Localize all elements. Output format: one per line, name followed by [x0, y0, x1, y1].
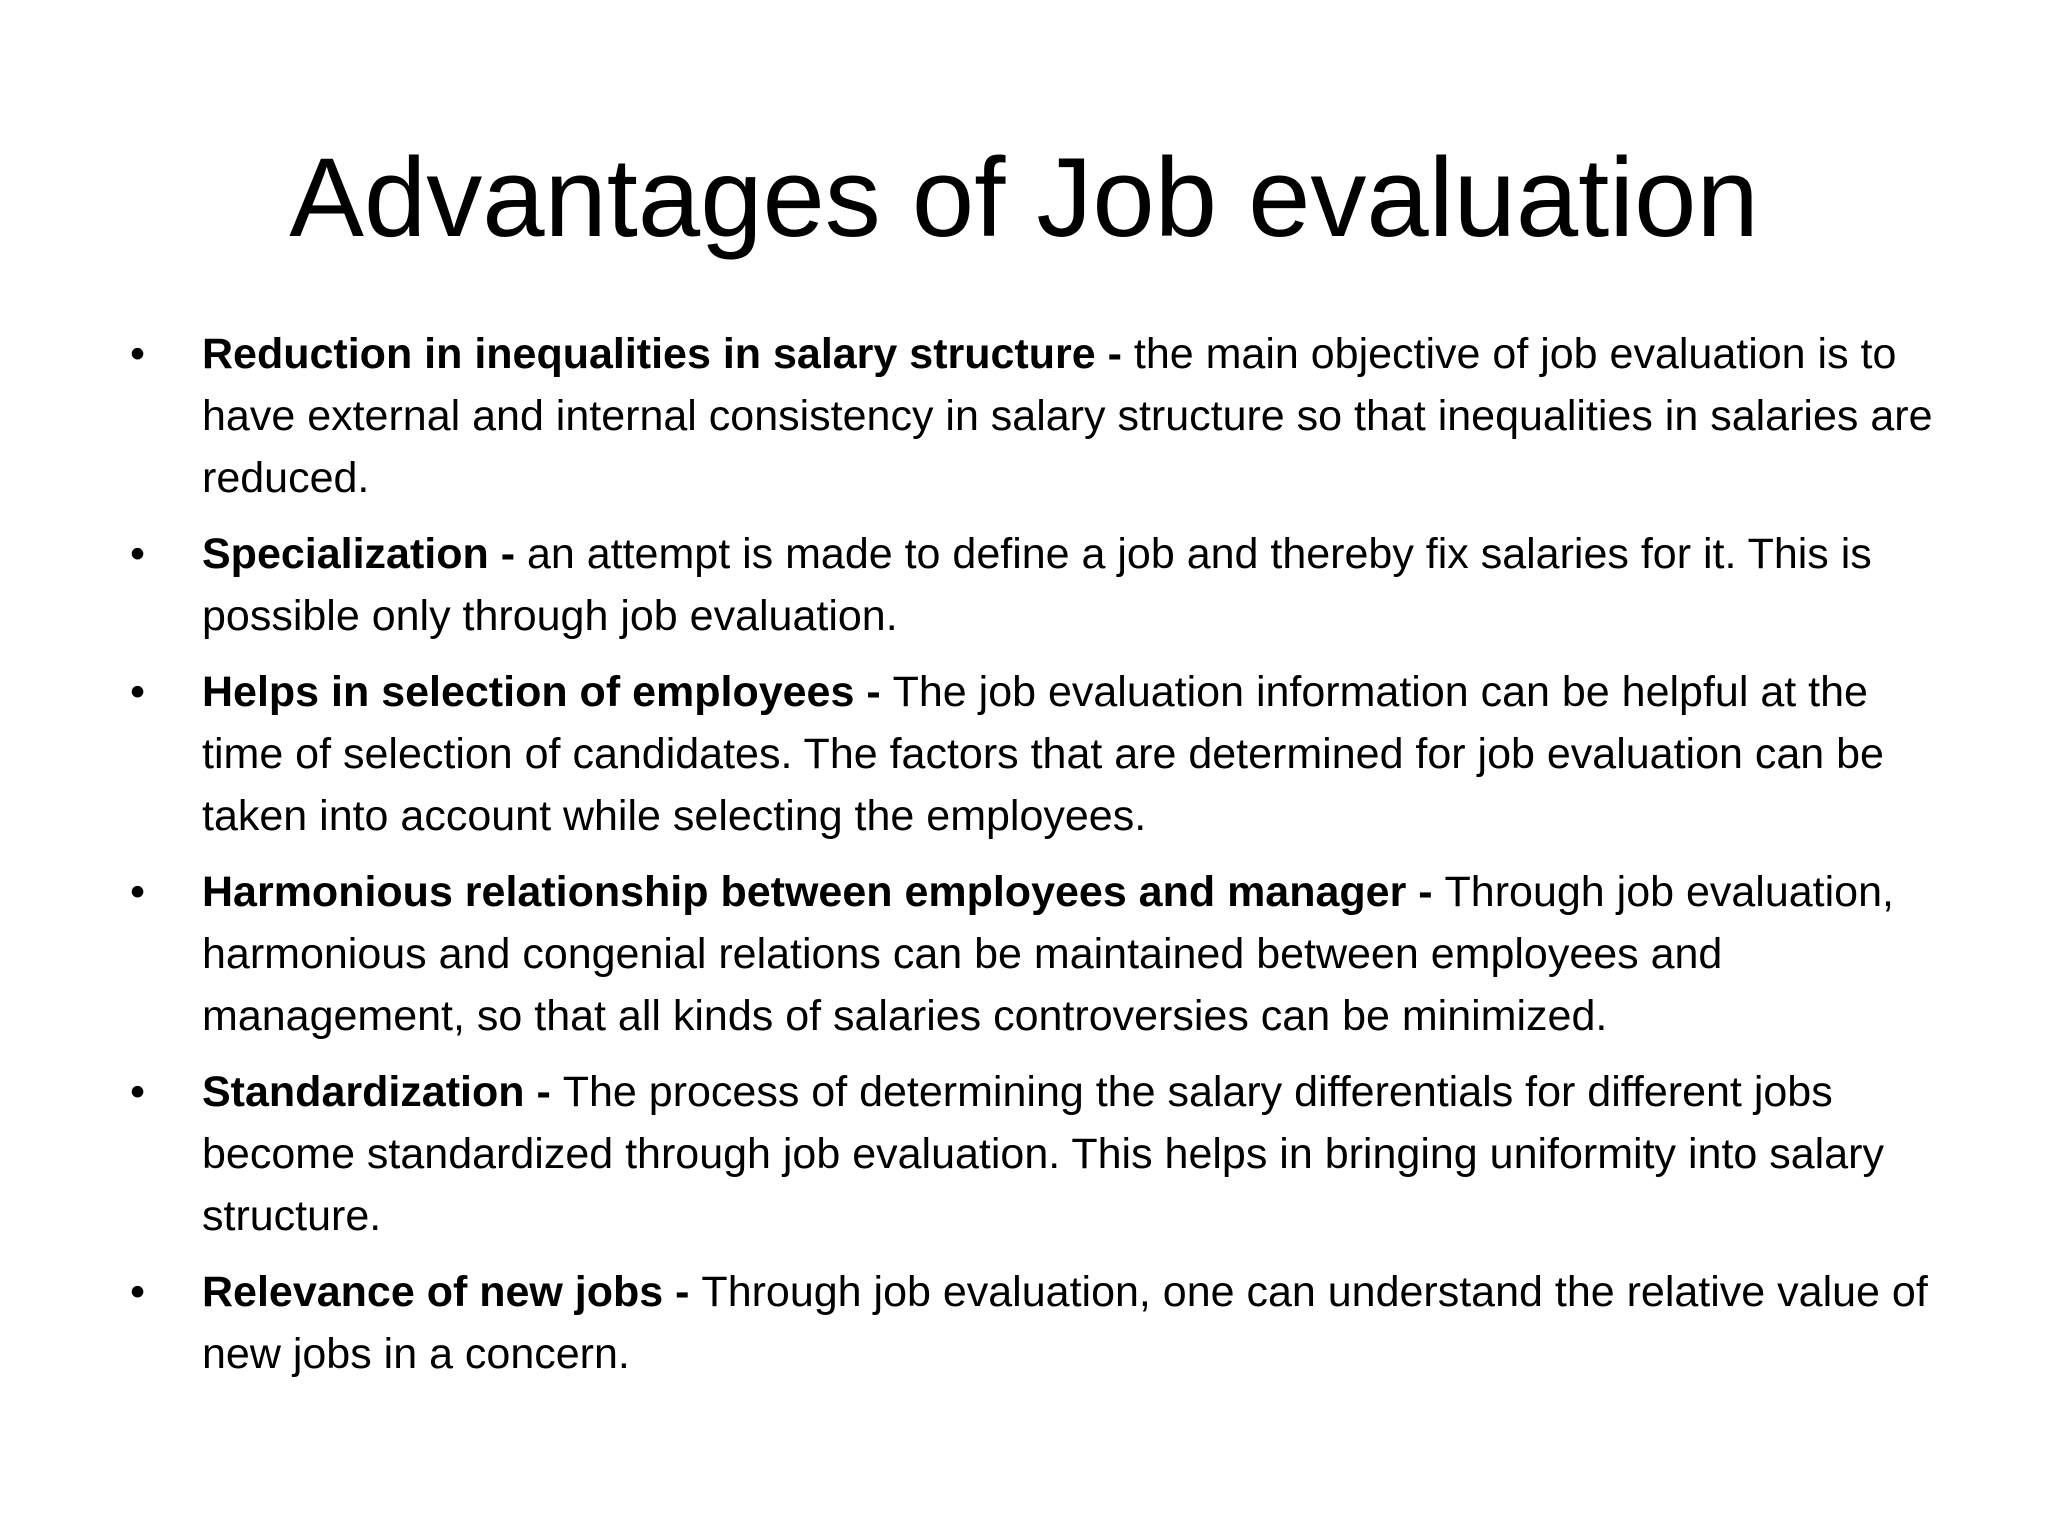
bullet-text: an attempt is made to define a job and thereby fix salaries for it. This is possible only through job evaluation.	[202, 530, 1872, 640]
bullet-item-salary-inequalities	[130, 323, 1950, 509]
bullet-item-harmonious-relationship	[130, 861, 1950, 1047]
bullet-heading: Specialization -	[202, 530, 527, 578]
bullet-item-selection-of-employees	[130, 661, 1950, 847]
bullet-heading: Standardization -	[202, 1068, 563, 1116]
bullet-text: the main objective of job evaluation is to have external and internal consistency in salary structure so that inequalities in salaries are reduced.	[202, 330, 1933, 502]
bullet-heading: Harmonious relationship between employees and manager -	[202, 868, 1445, 916]
bullet-item-specialization	[130, 523, 1950, 647]
bullet-text: Through job evaluation, harmonious and congenial relations can be maintained between employees and management, so that all kinds of salaries controversies can be minimized.	[202, 868, 1894, 1040]
bullet-icon: •	[130, 1068, 146, 1116]
bullet-item-relevance-of-new-jobs	[130, 1261, 1950, 1385]
bullet-text: The process of determining the salary differentials for different jobs become standardized through job evaluation. This helps in bringing uniformity into salary structure.	[202, 1068, 1884, 1240]
bullet-icon: •	[130, 668, 146, 716]
bullet-list	[130, 323, 1950, 1399]
bullet-icon: •	[130, 330, 146, 378]
bullet-heading: Helps in selection of employees -	[202, 668, 893, 716]
bullet-icon: •	[130, 1268, 146, 1316]
bullet-heading: Reduction in inequalities in salary structure -	[202, 330, 1134, 378]
slide-title: Advantages of Job evaluation	[289, 135, 1759, 260]
bullet-icon: •	[130, 868, 146, 916]
bullet-text: Through job evaluation, one can understand the relative value of new jobs in a concern.	[202, 1268, 1928, 1378]
bullet-icon: •	[130, 530, 146, 578]
bullet-text: The job evaluation information can be helpful at the time of selection of candidates. The factors that are determined for job evaluation can be taken into account while selecting the employees.	[202, 668, 1884, 840]
bullet-heading: Relevance of new jobs -	[202, 1268, 702, 1316]
bullet-item-standardization	[130, 1061, 1950, 1247]
